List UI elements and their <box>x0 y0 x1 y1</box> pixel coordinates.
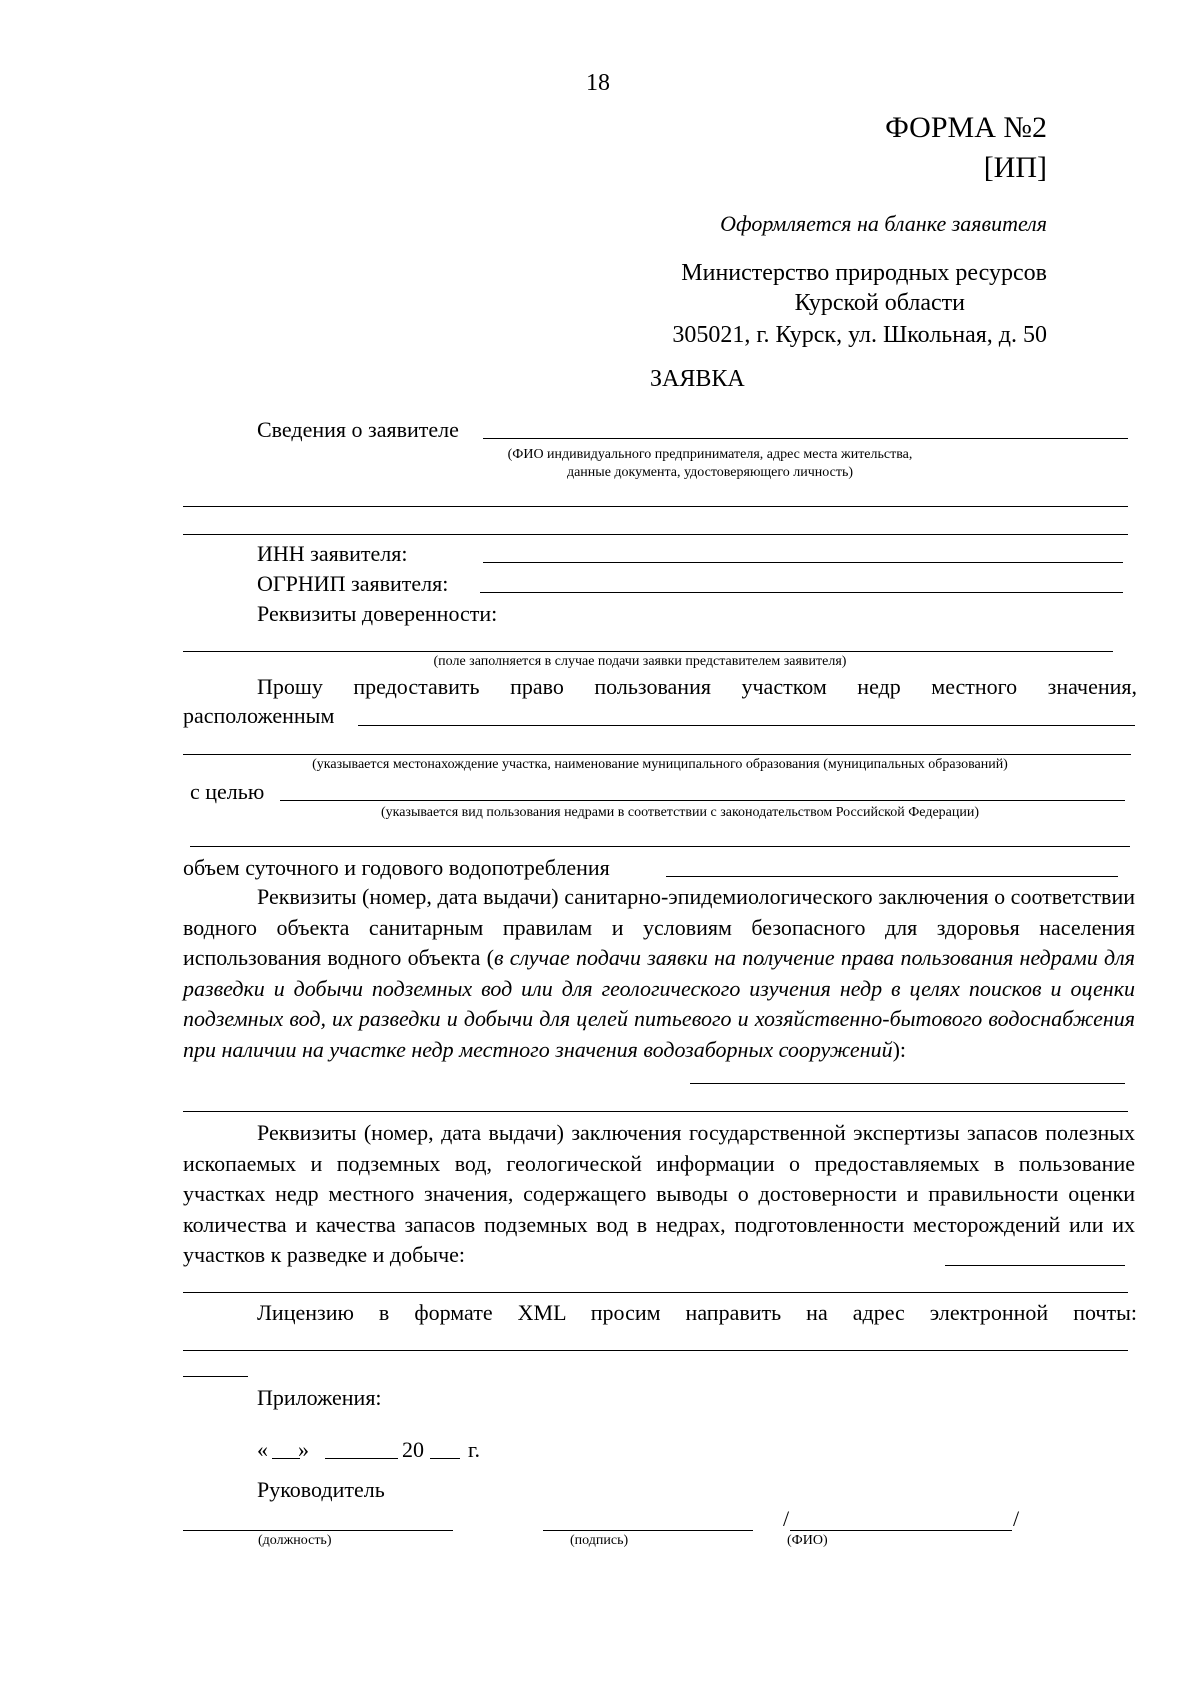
purpose-field[interactable] <box>280 800 1125 801</box>
ogrnip-label: ОГРНИП заявителя: <box>257 571 449 596</box>
email-field-line-2[interactable] <box>183 1376 248 1377</box>
request-line-2: расположенным <box>183 703 335 728</box>
email-field[interactable] <box>183 1350 1128 1351</box>
sanitary-paragraph <box>183 882 1135 1065</box>
date-year-prefix: 20 <box>402 1437 424 1462</box>
license-text: Лицензию в формате XML просим направить на адрес электронной почты: <box>257 1300 1137 1325</box>
name-field[interactable] <box>790 1530 1012 1531</box>
sanitary-text: Реквизиты (номер, дата выдачи) санитарно-эпидемиологического заключения о соответствии водного объекта санитарным правилам и условиям безопасного для здоровья населения использования водного объекта ( <box>183 884 1135 970</box>
document-title: ЗАЯВКА <box>650 366 745 392</box>
head-label: Руководитель <box>257 1477 385 1502</box>
applicant-note-2: данные документа, удостоверяющего личность) <box>566 465 854 480</box>
date-month-field[interactable] <box>325 1458 398 1459</box>
blank-note: Оформляется на бланке заявителя <box>720 211 1047 236</box>
poa-label: Реквизиты доверенности: <box>257 601 498 626</box>
location-note: (указывается местонахождение участка, наименование муниципального образования (муниципальных образований) <box>312 757 1008 772</box>
page-number: 18 <box>586 70 610 96</box>
date-close-quote: » <box>298 1437 309 1462</box>
form-subtitle: [ИП] <box>983 151 1047 184</box>
purpose-note: (указывается вид пользования недрами в соответствии с законодательством Российской Федерации) <box>380 805 980 820</box>
sanitary-text-end: ): <box>892 1036 907 1062</box>
inn-label: ИНН заявителя: <box>257 541 408 566</box>
sanitary-field-line-2[interactable] <box>183 1111 1128 1112</box>
expertise-field[interactable] <box>945 1265 1125 1266</box>
date-year-field[interactable] <box>430 1458 460 1459</box>
ogrnip-field[interactable] <box>480 592 1123 593</box>
applicant-label: Сведения о заявителе <box>257 417 459 442</box>
poa-field[interactable] <box>183 651 1113 652</box>
water-consumption-label: объем суточного и годового водопотребления <box>183 855 610 880</box>
name-slash-right: / <box>1013 1506 1020 1531</box>
expertise-field-line-2[interactable] <box>183 1292 1128 1293</box>
name-slash-left: / <box>783 1506 790 1531</box>
position-field[interactable] <box>183 1530 453 1531</box>
sanitary-italic-text: в случае подачи заявки на получение права пользования недрами для разведки и добычи подземных вод или для геологического изучения недр в целях поисков и оценки подземных вод, их разведки и добычи для целей питьевого и хозяйственно-бытового водоснабжения при наличии на участке недр местного значения водозаборных сооружений <box>183 945 1135 1062</box>
location-field[interactable] <box>358 725 1135 726</box>
position-note: (должность) <box>258 1533 332 1548</box>
applicant-note-1: (ФИО индивидуального предпринимателя, адрес места жительства, <box>507 447 913 462</box>
date-year-suffix: г. <box>468 1437 481 1462</box>
purpose-field-line-2[interactable] <box>190 846 1130 847</box>
attachments-label: Приложения: <box>257 1385 382 1410</box>
sanitary-field[interactable] <box>690 1083 1125 1084</box>
applicant-field-line-2[interactable] <box>183 506 1128 507</box>
location-field-line-2[interactable] <box>183 754 1131 755</box>
date-open-quote: « <box>257 1437 268 1462</box>
request-line-1: Прошу предоставить право пользования участком недр местного значения, <box>257 674 1137 699</box>
signature-note: (подпись) <box>570 1533 629 1548</box>
poa-note: (поле заполняется в случае подачи заявки представителем заявителя) <box>433 654 847 669</box>
applicant-field-line-3[interactable] <box>183 534 1128 535</box>
inn-field[interactable] <box>483 562 1123 563</box>
water-consumption-field[interactable] <box>666 876 1118 877</box>
name-note: (ФИО) <box>787 1533 828 1548</box>
form-title: ФОРМА №2 <box>885 111 1047 144</box>
expertise-paragraph: Реквизиты (номер, дата выдачи) заключения государственной экспертизы запасов полезных ископаемых и подземных вод, геологической информации о предоставляемых в пользование участках недр местного значения, содержащего выводы о достоверности и правильности оценки количества и качества запасов подземных вод в недрах, подготовленности месторождений или их участков к разведке и добыче: <box>183 1120 1135 1267</box>
signature-field[interactable] <box>543 1530 753 1531</box>
purpose-label: с целью <box>190 779 265 804</box>
addressee-line-2: Курской области <box>794 290 965 316</box>
applicant-field[interactable] <box>483 438 1128 439</box>
addressee-line-3: 305021, г. Курск, ул. Школьная, д. 50 <box>672 322 1047 348</box>
date-day-field[interactable] <box>272 1458 300 1459</box>
addressee-line-1: Министерство природных ресурсов <box>681 260 1047 286</box>
